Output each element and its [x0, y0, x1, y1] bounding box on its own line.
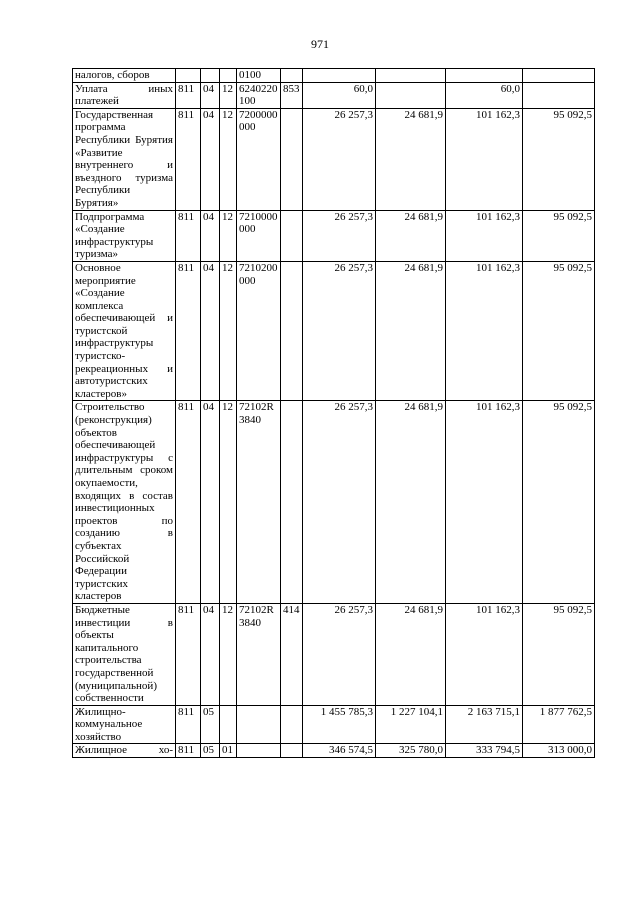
amount-4: 95 092,5 [523, 401, 595, 604]
section-code: 04 [201, 210, 220, 261]
expense-type-code: 414 [281, 603, 303, 705]
item-name: Подпрограмма «Создание инфраструктуры туризма» [73, 210, 176, 261]
amount-4: 95 092,5 [523, 210, 595, 261]
section-code: 05 [201, 705, 220, 744]
item-name: налогов, сборов [73, 69, 176, 83]
expense-type-code [281, 744, 303, 758]
table-row [73, 401, 595, 604]
amount-2: 24 681,9 [376, 210, 446, 261]
amount-2: 24 681,9 [376, 603, 446, 705]
admin-code: 811 [176, 603, 201, 705]
amount-2: 24 681,9 [376, 261, 446, 401]
amount-4 [523, 82, 595, 108]
amount-1: 26 257,3 [303, 108, 376, 210]
section-code: 04 [201, 261, 220, 401]
subsection-code: 01 [220, 744, 237, 758]
amount-3: 60,0 [446, 82, 523, 108]
item-name: Жилищно-коммунальное хозяйство [73, 705, 176, 744]
amount-3: 101 162,3 [446, 603, 523, 705]
expense-type-code: 853 [281, 82, 303, 108]
amount-1 [303, 69, 376, 83]
amount-4: 1 877 762,5 [523, 705, 595, 744]
item-name: Уплата иных платежей [73, 82, 176, 108]
target-article-code: 72102R3840 [237, 401, 281, 604]
table-row [73, 108, 595, 210]
amount-2 [376, 69, 446, 83]
section-code [201, 69, 220, 83]
expense-type-code [281, 401, 303, 604]
amount-3 [446, 69, 523, 83]
page-number: 971 [311, 37, 329, 51]
amount-4: 313 000,0 [523, 744, 595, 758]
section-code: 04 [201, 82, 220, 108]
subsection-code: 12 [220, 82, 237, 108]
table-body [73, 69, 595, 758]
section-code: 04 [201, 603, 220, 705]
admin-code: 811 [176, 705, 201, 744]
table-row [73, 705, 595, 744]
subsection-code [220, 69, 237, 83]
amount-2: 325 780,0 [376, 744, 446, 758]
amount-2: 24 681,9 [376, 401, 446, 604]
budget-table [72, 68, 595, 758]
target-article-code: 0100 [237, 69, 281, 83]
amount-4 [523, 69, 595, 83]
expense-type-code [281, 69, 303, 83]
amount-1: 26 257,3 [303, 261, 376, 401]
table-row [73, 82, 595, 108]
expense-type-code [281, 261, 303, 401]
expense-type-code [281, 108, 303, 210]
expense-type-code [281, 705, 303, 744]
amount-1: 346 574,5 [303, 744, 376, 758]
item-name: Строительство (реконструкция) объектов обеспечивающей инфраструктуры с длительным сроком окупаемости, входящих в состав инвестиционных проектов по созданию в субъектах Российской Федерации туристских кластеров [73, 401, 176, 604]
amount-4: 95 092,5 [523, 603, 595, 705]
section-code: 04 [201, 108, 220, 210]
subsection-code: 12 [220, 401, 237, 604]
admin-code: 811 [176, 744, 201, 758]
admin-code: 811 [176, 108, 201, 210]
table-row [73, 210, 595, 261]
amount-4: 95 092,5 [523, 108, 595, 210]
subsection-code [220, 705, 237, 744]
amount-3: 2 163 715,1 [446, 705, 523, 744]
admin-code: 811 [176, 261, 201, 401]
amount-2 [376, 82, 446, 108]
table-row [73, 261, 595, 401]
amount-3: 101 162,3 [446, 261, 523, 401]
target-article-code: 7210200000 [237, 261, 281, 401]
section-code: 04 [201, 401, 220, 604]
target-article-code [237, 744, 281, 758]
amount-3: 101 162,3 [446, 108, 523, 210]
admin-code [176, 69, 201, 83]
section-code: 05 [201, 744, 220, 758]
item-name: Бюджетные инвестиции в объекты капитального строительства государственной (муниципальной) собственности [73, 603, 176, 705]
admin-code: 811 [176, 82, 201, 108]
target-article-code [237, 705, 281, 744]
amount-1: 26 257,3 [303, 603, 376, 705]
target-article-code: 7200000000 [237, 108, 281, 210]
target-article-code: 7210000000 [237, 210, 281, 261]
amount-2: 1 227 104,1 [376, 705, 446, 744]
amount-1: 26 257,3 [303, 210, 376, 261]
admin-code: 811 [176, 210, 201, 261]
admin-code: 811 [176, 401, 201, 604]
target-article-code: 72102R3840 [237, 603, 281, 705]
table-row [73, 603, 595, 705]
amount-2: 24 681,9 [376, 108, 446, 210]
amount-4: 95 092,5 [523, 261, 595, 401]
target-article-code: 6240220100 [237, 82, 281, 108]
expense-type-code [281, 210, 303, 261]
amount-3: 101 162,3 [446, 210, 523, 261]
subsection-code: 12 [220, 108, 237, 210]
subsection-code: 12 [220, 261, 237, 401]
subsection-code: 12 [220, 603, 237, 705]
amount-3: 101 162,3 [446, 401, 523, 604]
item-name: Жилищное хо- [73, 744, 176, 758]
item-name: Основное мероприятие «Создание комплекса обеспечивающей и туристской инфраструктуры туристско-рекреационных и автотуристских кластеров» [73, 261, 176, 401]
amount-1: 1 455 785,3 [303, 705, 376, 744]
amount-3: 333 794,5 [446, 744, 523, 758]
table-row [73, 744, 595, 758]
amount-1: 26 257,3 [303, 401, 376, 604]
subsection-code: 12 [220, 210, 237, 261]
item-name: Государственная программа Республики Бурятия «Развитие внутреннего и въездного туризма Республики Бурятия» [73, 108, 176, 210]
table-row [73, 69, 595, 83]
amount-1: 60,0 [303, 82, 376, 108]
